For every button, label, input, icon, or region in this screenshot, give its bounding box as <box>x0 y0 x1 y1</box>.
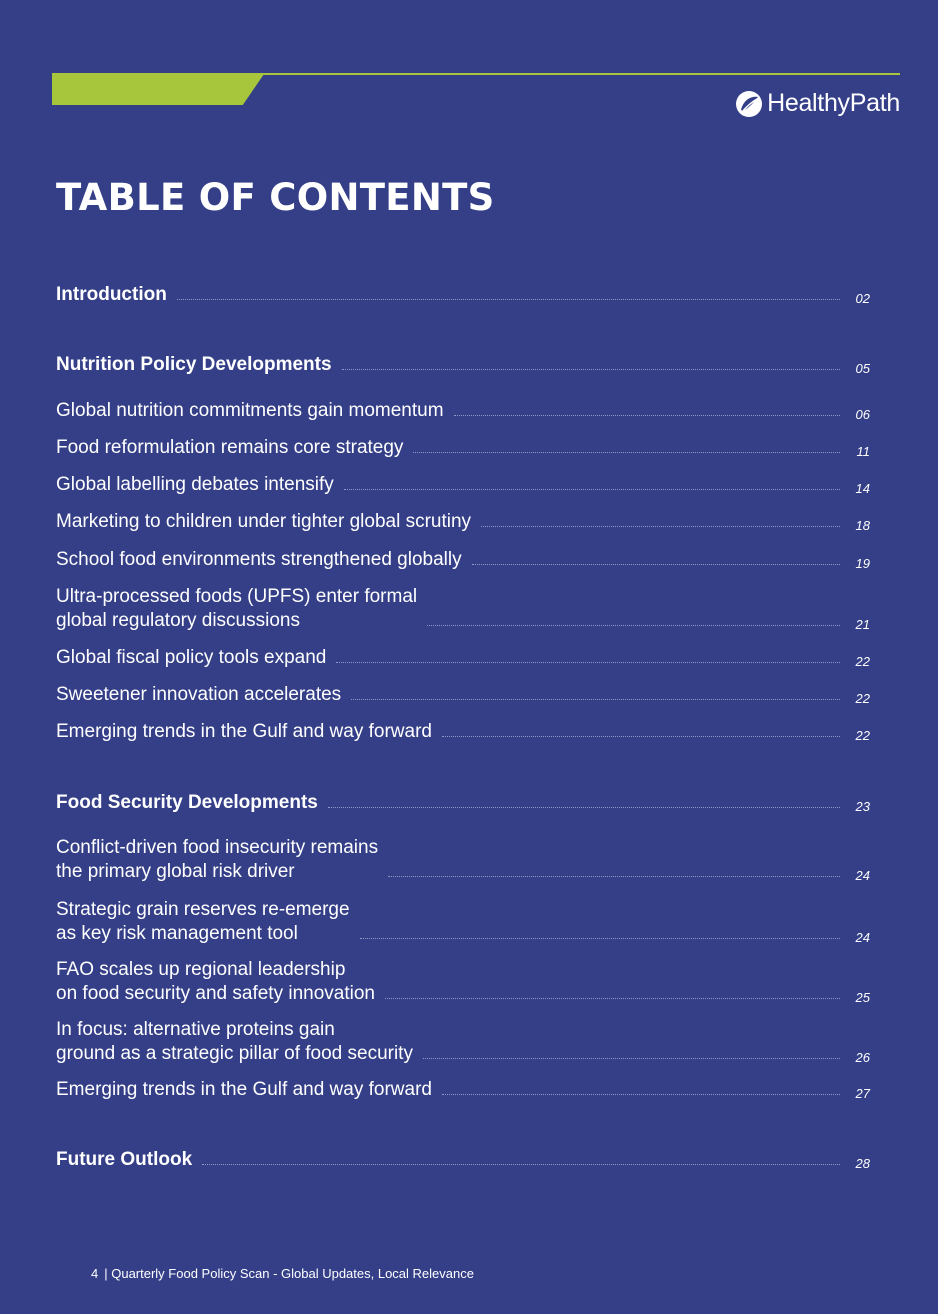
footer-text: | Quarterly Food Policy Scan - Global Updates, Local Relevance <box>104 1266 474 1281</box>
page-footer <box>91 1266 474 1281</box>
toc-entry-page: 14 <box>855 481 870 496</box>
toc-entry-label: Global nutrition commitments gain momentum <box>56 400 444 421</box>
toc-entry[interactable] <box>56 898 870 946</box>
toc-entry-page: 05 <box>855 361 870 376</box>
toc-entry-label: Sweetener innovation accelerates <box>56 684 342 705</box>
toc-leader-dots <box>442 1094 840 1095</box>
page-title: TABLE OF CONTENTS <box>56 176 495 219</box>
toc-section-heading[interactable] <box>56 791 870 815</box>
toc-leader-dots <box>413 452 840 453</box>
toc-section-heading[interactable] <box>56 353 870 377</box>
brand-name: HealthyPath <box>767 89 900 117</box>
toc-entry[interactable] <box>56 399 870 423</box>
toc-entry-page: 22 <box>855 728 870 743</box>
toc-section-heading[interactable] <box>56 283 870 307</box>
toc-entry-label: FAO scales up regional leadership on food security and safety innovation <box>56 959 375 1004</box>
toc-entry-page: 26 <box>855 1050 870 1065</box>
toc-entry-page: 28 <box>855 1156 870 1171</box>
toc-leader-dots <box>385 998 840 999</box>
toc-entry-label: Food reformulation remains core strategy <box>56 437 404 458</box>
toc-entry-page: 18 <box>855 518 870 533</box>
toc-entry[interactable] <box>56 510 870 534</box>
leaf-icon <box>735 90 763 118</box>
toc-entry-label: Introduction <box>56 284 167 305</box>
toc-entry-label: Ultra-processed foods (UPFS) enter formal global regulatory discussions <box>56 586 418 631</box>
toc-entry[interactable] <box>56 1078 870 1102</box>
toc-leader-dots <box>202 1164 840 1165</box>
footer-page-number: 4 <box>91 1266 99 1281</box>
toc-entry-label: Food Security Developments <box>56 792 318 813</box>
toc-entry[interactable] <box>56 720 870 744</box>
toc-entry-page: 21 <box>855 617 870 632</box>
toc-leader-dots <box>423 1058 840 1059</box>
toc-leader-dots <box>342 369 840 370</box>
toc-leader-dots <box>427 625 840 626</box>
toc-leader-dots <box>442 736 840 737</box>
toc-entry-page: 25 <box>855 990 870 1005</box>
toc-entry-label: Global labelling debates intensify <box>56 474 334 495</box>
toc-entry-label: School food environments strengthened globally <box>56 549 462 570</box>
toc-entry-label: Strategic grain reserves re-emerge as key risk management tool <box>56 899 350 944</box>
toc-entry-page: 11 <box>856 444 870 459</box>
toc-entry[interactable] <box>56 958 870 1006</box>
toc-leader-dots <box>351 699 840 700</box>
toc-entry-label: Nutrition Policy Developments <box>56 354 332 375</box>
toc-entry[interactable] <box>56 585 870 633</box>
toc-entry-label: Emerging trends in the Gulf and way forward <box>56 1079 432 1100</box>
toc-section-heading[interactable] <box>56 1148 870 1172</box>
toc-entry-page: 22 <box>855 654 870 669</box>
toc-entry[interactable] <box>56 473 870 497</box>
toc-entry-page: 23 <box>855 799 870 814</box>
toc-entry-label: Marketing to children under tighter global scrutiny <box>56 511 472 532</box>
toc-entry[interactable] <box>56 548 870 572</box>
toc-leader-dots <box>472 564 840 565</box>
toc-leader-dots <box>481 526 840 527</box>
toc-entry-label: Emerging trends in the Gulf and way forward <box>56 721 432 742</box>
header-accent-bar <box>52 74 264 105</box>
toc-leader-dots <box>454 415 840 416</box>
toc-leader-dots <box>344 489 840 490</box>
toc-entry[interactable] <box>56 436 870 460</box>
toc-entry-page: 27 <box>855 1086 870 1101</box>
toc-entry[interactable] <box>56 836 870 884</box>
toc-entry-page: 22 <box>855 691 870 706</box>
toc-entry[interactable] <box>56 1018 870 1066</box>
toc-entry-label: In focus: alternative proteins gain ground as a strategic pillar of food security <box>56 1019 413 1064</box>
toc-entry-label: Future Outlook <box>56 1149 193 1170</box>
toc-entry[interactable] <box>56 683 870 707</box>
toc-entry-page: 02 <box>855 291 870 306</box>
toc-entry-page: 19 <box>855 556 870 571</box>
toc-entry[interactable] <box>56 646 870 670</box>
toc-leader-dots <box>336 662 840 663</box>
toc-leader-dots <box>328 807 840 808</box>
toc-entry-label: Global fiscal policy tools expand <box>56 647 327 668</box>
toc-entry-label: Conflict-driven food insecurity remains the primary global risk driver <box>56 837 379 882</box>
toc-leader-dots <box>360 938 840 939</box>
toc-entry-page: 24 <box>855 930 870 945</box>
brand-logo <box>735 89 900 118</box>
toc-entry-page: 06 <box>855 407 870 422</box>
toc-leader-dots <box>177 299 840 300</box>
toc-entry-page: 24 <box>855 868 870 883</box>
toc-leader-dots <box>388 876 840 877</box>
